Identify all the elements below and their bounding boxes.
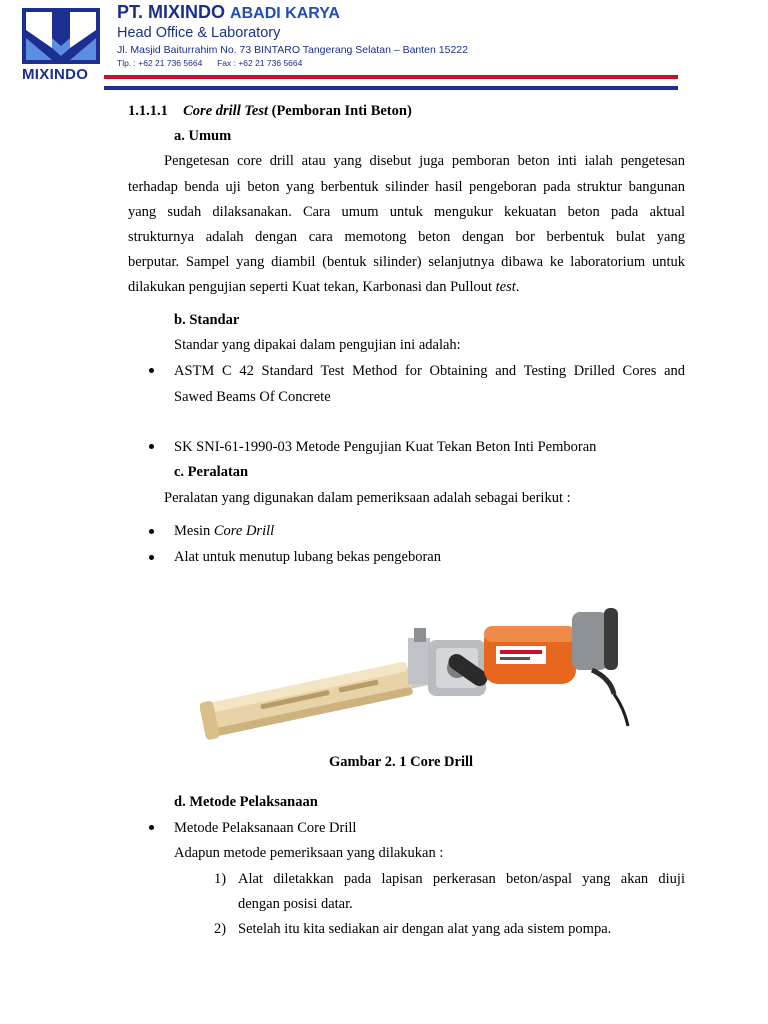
metode-intro: Adapun metode pemeriksaan yang dilakukan :: [174, 845, 444, 861]
header-rule-navy: [104, 86, 678, 90]
section-title: [128, 101, 412, 121]
peralatan-item-text: Mesin: [174, 523, 214, 539]
standar-item-1-line-2: Sawed Beams Of Concrete: [174, 389, 331, 405]
phone-number: Tlp. : +62 21 736 5664: [117, 58, 203, 68]
section-title-rest: (Pemboran Inti Beton): [271, 103, 412, 119]
paragraph-line: Pengetesan core drill atau yang disebut juga pemboran beton inti ialah pengetesan: [164, 153, 685, 169]
peralatan-item-1: [174, 521, 274, 541]
bullet-icon: [149, 825, 154, 830]
paragraph-line: yang sudah dilaksanakan. Cara umum untuk mengukur kekuatan beton pada aktual: [128, 204, 685, 220]
company-name-suffix: ABADI KARYA: [230, 5, 340, 22]
heading-peralatan: c. Peralatan: [174, 464, 249, 480]
standar-item-1-line-1: ASTM C 42 Standard Test Method for Obtaining and Testing Drilled Cores and: [174, 363, 685, 379]
peralatan-intro: Peralatan yang digunakan dalam pemeriksaan adalah sebagai berikut :: [164, 490, 571, 506]
paragraph-end: .: [515, 279, 520, 295]
paragraph-line: terhadap benda uji beton yang berbentuk silinder hasil pengeboran pada struktur bangunan: [128, 179, 685, 195]
bullet-icon: [149, 444, 154, 449]
paragraph-line: berputar. Sampel yang diambil (bentuk silinder) selanjutnya dibawa ke laboratorium untuk: [128, 254, 685, 270]
step-1-line-1: Alat diletakkan pada lapisan perkerasan beton/aspal yang akan diuji: [238, 871, 685, 887]
peralatan-item-italic: Core Drill: [213, 523, 275, 539]
figure-caption: Gambar 2. 1 Core Drill: [329, 754, 474, 770]
metode-item-1: Metode Pelaksanaan Core Drill: [174, 820, 357, 836]
bullet-icon: [149, 555, 154, 560]
paragraph-text: dilakukan pengujian seperti Kuat tekan, Karbonasi dan Pullout: [128, 279, 496, 295]
header-rule-red: [104, 75, 678, 79]
paragraph-italic: test: [495, 279, 516, 295]
company-address: Jl. Masjid Baiturrahim No. 73 BINTARO Tangerang Selatan – Banten 15222: [117, 44, 468, 56]
contact-line: [117, 58, 302, 68]
company-name: [117, 2, 340, 23]
paragraph-line: strukturnya adalah dengan cara memotong beton dengan bor berbentuk bulat yang: [128, 229, 685, 245]
heading-umum: a. Umum: [174, 128, 232, 144]
core-drill-image: [200, 598, 640, 748]
company-name-prefix: PT. MIXINDO: [117, 2, 226, 22]
peralatan-item-2: Alat untuk menutup lubang bekas pengeboran: [174, 549, 441, 565]
fax-number: Fax : +62 21 736 5664: [217, 58, 303, 68]
office-label: Head Office & Laboratory: [117, 25, 281, 41]
company-logo: [22, 8, 102, 68]
step-number: 2): [214, 921, 227, 937]
standar-item-2: SK SNI-61-1990-03 Metode Pengujian Kuat Tekan Beton Inti Pemboran: [174, 439, 597, 455]
bullet-icon: [149, 368, 154, 373]
logo-text: MIXINDO: [22, 66, 89, 83]
heading-metode: d. Metode Pelaksanaan: [174, 794, 318, 810]
paragraph-last-line: [128, 277, 519, 297]
step-2-text: Setelah itu kita sediakan air dengan alat yang ada sistem pompa.: [238, 921, 612, 937]
section-title-italic: Core drill Test: [183, 103, 268, 119]
step-number: 1): [214, 871, 227, 887]
heading-standar: b. Standar: [174, 312, 240, 328]
step-1-line-2: dengan posisi datar.: [238, 896, 353, 912]
section-number: 1.1.1.1: [128, 103, 168, 119]
standar-intro: Standar yang dipakai dalam pengujian ini adalah:: [174, 337, 461, 353]
bullet-icon: [149, 529, 154, 534]
